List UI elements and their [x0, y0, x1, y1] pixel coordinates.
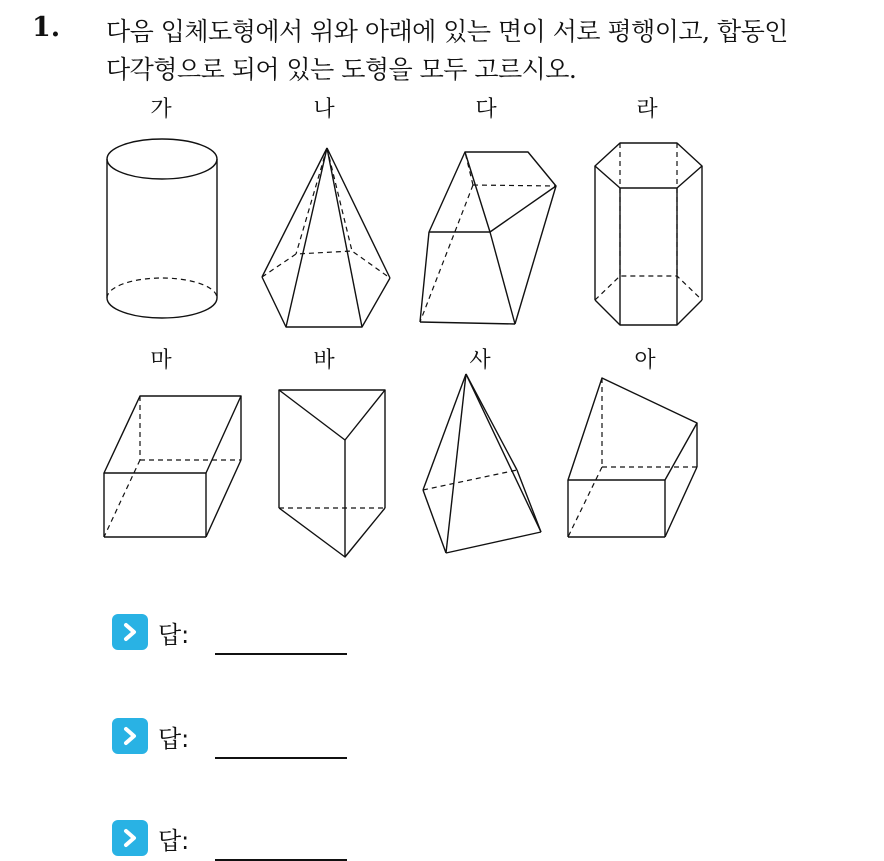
pentagonal-prism-icon: [568, 378, 697, 537]
quadrilateral-pyramid-icon: [423, 374, 541, 553]
answer-row-2: [112, 716, 347, 756]
figure-label-sa: 사: [469, 348, 491, 373]
question-text-line-1: 다음 입체도형에서 위와 아래에 있는 면이 서로 평행이고, 합동인: [106, 17, 788, 46]
chevron-right-icon: [112, 820, 148, 856]
rectangular-prism-icon: [104, 396, 241, 537]
figure-label-ma: 마: [150, 348, 172, 373]
quadrilateral-prism-icon: [420, 152, 556, 324]
hexagonal-prism-icon: [595, 143, 702, 325]
figure-label-a: 아: [634, 348, 656, 373]
answer-label: 답:: [158, 724, 190, 753]
triangular-prism-icon: [279, 390, 385, 557]
answer-blank-1[interactable]: [215, 623, 347, 655]
cylinder-icon: [107, 139, 217, 318]
answer-blank-2[interactable]: [215, 727, 347, 759]
answer-label: 답:: [158, 826, 190, 855]
pentagonal-pyramid-icon: [262, 148, 390, 327]
figure-label-ba: 바: [313, 348, 335, 373]
answer-row-1: [112, 612, 347, 652]
figure-label-da: 다: [475, 97, 497, 122]
question-text-line-2: 다각형으로 되어 있는 도형을 모두 고르시오.: [106, 55, 577, 84]
chevron-right-icon: [112, 718, 148, 754]
answer-row-3: [112, 818, 347, 858]
figure-label-ga: 가: [150, 97, 172, 122]
answer-label: 답:: [158, 620, 190, 649]
figure-label-na: 나: [313, 97, 335, 122]
answer-blank-3[interactable]: [215, 829, 347, 861]
question-number: 1.: [32, 12, 61, 43]
figure-label-ra: 라: [636, 97, 658, 122]
chevron-right-icon: [112, 614, 148, 650]
